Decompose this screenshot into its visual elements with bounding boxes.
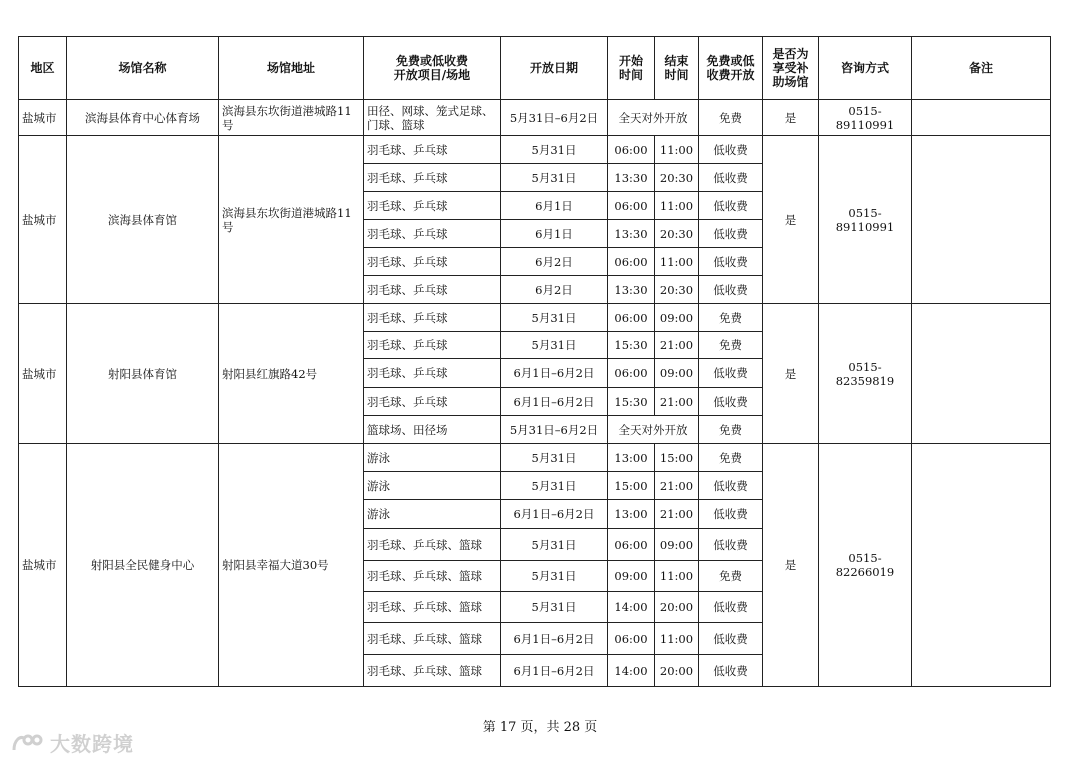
column-header (67, 37, 219, 100)
venue-address-cell: 射阳县幸福大道30号 (219, 444, 364, 687)
venue-name-cell: 射阳县体育馆 (67, 304, 219, 444)
start-time-cell: 06:00 (608, 248, 655, 276)
watermark-text: 大数跨境 (50, 732, 134, 756)
open-date-cell: 6月1日–6月2日 (501, 655, 608, 687)
open-items-cell: 游泳 (364, 472, 501, 500)
column-header-line: 地区 (30, 61, 55, 75)
open-items-cell: 羽毛球、乒乓球、篮球 (364, 561, 501, 592)
open-date-cell: 5月31日–6月2日 (501, 100, 608, 136)
start-time-cell: 15:30 (608, 388, 655, 416)
venue-name-cell: 滨海县体育馆 (67, 136, 219, 304)
end-time-cell: 11:00 (655, 561, 699, 592)
open-items-cell: 田径、网球、笼式足球、门球、篮球 (364, 100, 501, 136)
contact-cell: 0515-89110991 (819, 100, 912, 136)
page-footer: 第 17 页，共 28 页 (482, 720, 598, 735)
open-items-cell: 羽毛球、乒乓球 (364, 164, 501, 192)
start-time-cell: 06:00 (608, 623, 655, 655)
end-time-cell: 09:00 (655, 304, 699, 332)
column-header (501, 37, 608, 100)
contact-cell: 0515-82266019 (819, 444, 912, 687)
start-time-cell: 13:00 (608, 444, 655, 472)
column-header-line: 开放日期 (529, 61, 578, 75)
start-time-cell: 06:00 (608, 192, 655, 220)
subsidized-cell: 是 (763, 304, 819, 444)
open-date-cell: 6月1日 (501, 220, 608, 248)
end-time-cell: 20:00 (655, 592, 699, 623)
open-date-cell: 5月31日 (501, 332, 608, 359)
column-header-line: 开始 (618, 54, 643, 68)
brand-logo-icon (10, 732, 44, 754)
end-time-cell: 20:30 (655, 220, 699, 248)
column-header (364, 37, 501, 100)
table-row (19, 136, 1051, 164)
column-header (608, 37, 655, 100)
open-date-cell: 6月1日–6月2日 (501, 623, 608, 655)
subsidized-cell: 是 (763, 444, 819, 687)
subsidized-cell: 是 (763, 136, 819, 304)
column-header-line: 是否为 (772, 47, 809, 61)
column-header-line: 免费或低 (706, 54, 755, 68)
start-time-cell: 15:00 (608, 472, 655, 500)
open-items-cell: 羽毛球、乒乓球 (364, 388, 501, 416)
fee-type-cell: 免费 (699, 444, 763, 472)
fee-type-cell: 低收费 (699, 248, 763, 276)
column-header (819, 37, 912, 100)
watermark (10, 728, 134, 757)
start-time-cell: 13:00 (608, 500, 655, 529)
note-cell (912, 136, 1051, 304)
end-time-cell: 20:30 (655, 276, 699, 304)
contact-cell: 0515-82359819 (819, 304, 912, 444)
end-time-cell: 15:00 (655, 444, 699, 472)
fee-type-cell: 低收费 (699, 500, 763, 529)
open-date-cell: 5月31日 (501, 444, 608, 472)
start-time-cell: 13:30 (608, 276, 655, 304)
column-header-line: 备注 (968, 61, 993, 75)
open-items-cell: 游泳 (364, 500, 501, 529)
fee-type-cell: 低收费 (699, 276, 763, 304)
open-items-cell: 羽毛球、乒乓球 (364, 136, 501, 164)
region-cell: 盐城市 (19, 100, 67, 136)
fee-type-cell: 低收费 (699, 623, 763, 655)
start-time-cell: 14:00 (608, 655, 655, 687)
open-date-cell: 5月31日 (501, 561, 608, 592)
open-date-cell: 6月1日 (501, 192, 608, 220)
end-time-cell: 21:00 (655, 388, 699, 416)
open-date-cell: 5月31日–6月2日 (501, 416, 608, 444)
end-time-cell: 21:00 (655, 472, 699, 500)
end-time-cell: 11:00 (655, 248, 699, 276)
fee-type-cell: 低收费 (699, 220, 763, 248)
fee-type-cell: 低收费 (699, 164, 763, 192)
open-date-cell: 5月31日 (501, 592, 608, 623)
end-time-cell: 20:00 (655, 655, 699, 687)
note-cell (912, 100, 1051, 136)
open-all-day-cell: 全天对外开放 (608, 100, 699, 136)
open-items-cell: 羽毛球、乒乓球、篮球 (364, 529, 501, 561)
region-cell: 盐城市 (19, 444, 67, 687)
open-items-cell: 羽毛球、乒乓球 (364, 220, 501, 248)
column-header (219, 37, 364, 100)
open-items-cell: 游泳 (364, 444, 501, 472)
open-date-cell: 5月31日 (501, 472, 608, 500)
end-time-cell: 21:00 (655, 332, 699, 359)
note-cell (912, 444, 1051, 687)
end-time-cell: 09:00 (655, 529, 699, 561)
open-date-cell: 6月1日–6月2日 (501, 500, 608, 529)
open-date-cell: 5月31日 (501, 304, 608, 332)
end-time-cell: 11:00 (655, 192, 699, 220)
column-header (655, 37, 699, 100)
open-items-cell: 羽毛球、乒乓球 (364, 248, 501, 276)
venue-address-cell: 滨海县东坎街道港城路11号 (219, 136, 364, 304)
fee-type-cell: 低收费 (699, 472, 763, 500)
column-header-line: 场馆地址 (266, 61, 315, 75)
open-items-cell: 羽毛球、乒乓球 (364, 359, 501, 388)
fee-type-cell: 免费 (699, 416, 763, 444)
open-items-cell: 羽毛球、乒乓球 (364, 304, 501, 332)
open-items-cell: 羽毛球、乒乓球、篮球 (364, 623, 501, 655)
fee-type-cell: 低收费 (699, 136, 763, 164)
start-time-cell: 09:00 (608, 561, 655, 592)
venue-table (18, 36, 1051, 687)
table-row (19, 304, 1051, 332)
fee-type-cell: 低收费 (699, 592, 763, 623)
region-cell: 盐城市 (19, 304, 67, 444)
contact-cell: 0515-89110991 (819, 136, 912, 304)
note-cell (912, 304, 1051, 444)
open-items-cell: 羽毛球、乒乓球 (364, 332, 501, 359)
start-time-cell: 15:30 (608, 332, 655, 359)
subsidized-cell: 是 (763, 100, 819, 136)
open-items-cell: 羽毛球、乒乓球、篮球 (364, 655, 501, 687)
start-time-cell: 06:00 (608, 359, 655, 388)
fee-type-cell: 免费 (699, 100, 763, 136)
venue-address-cell: 射阳县红旗路42号 (219, 304, 364, 444)
open-items-cell: 篮球场、田径场 (364, 416, 501, 444)
start-time-cell: 13:30 (608, 220, 655, 248)
table-header-row (19, 37, 1051, 100)
column-header (763, 37, 819, 100)
open-items-cell: 羽毛球、乒乓球、篮球 (364, 592, 501, 623)
column-header-line: 收费开放 (706, 68, 755, 82)
fee-type-cell: 免费 (699, 304, 763, 332)
column-header-line: 助场馆 (772, 75, 809, 89)
column-header (912, 37, 1051, 100)
table-row (19, 444, 1051, 472)
open-date-cell: 6月1日–6月2日 (501, 359, 608, 388)
region-cell: 盐城市 (19, 136, 67, 304)
start-time-cell: 06:00 (608, 304, 655, 332)
column-header-line: 咨询方式 (840, 61, 889, 75)
fee-type-cell: 免费 (699, 332, 763, 359)
start-time-cell: 06:00 (608, 136, 655, 164)
open-date-cell: 6月2日 (501, 248, 608, 276)
end-time-cell: 09:00 (655, 359, 699, 388)
open-items-cell: 羽毛球、乒乓球 (364, 276, 501, 304)
end-time-cell: 11:00 (655, 136, 699, 164)
open-date-cell: 5月31日 (501, 136, 608, 164)
column-header-line: 结束 (664, 54, 689, 68)
open-date-cell: 5月31日 (501, 164, 608, 192)
start-time-cell: 13:30 (608, 164, 655, 192)
venue-name-cell: 滨海县体育中心体育场 (67, 100, 219, 136)
fee-type-cell: 低收费 (699, 529, 763, 561)
fee-type-cell: 低收费 (699, 192, 763, 220)
column-header (699, 37, 763, 100)
column-header-line: 时间 (664, 68, 689, 82)
column-header-line: 场馆名称 (118, 61, 167, 75)
start-time-cell: 06:00 (608, 529, 655, 561)
fee-type-cell: 低收费 (699, 388, 763, 416)
open-date-cell: 6月1日–6月2日 (501, 388, 608, 416)
column-header (19, 37, 67, 100)
column-header-line: 时间 (618, 68, 643, 82)
open-date-cell: 5月31日 (501, 529, 608, 561)
open-all-day-cell: 全天对外开放 (608, 416, 699, 444)
column-header-line: 免费或低收费 (395, 54, 468, 68)
fee-type-cell: 低收费 (699, 655, 763, 687)
venue-address-cell: 滨海县东坎街道港城路11号 (219, 100, 364, 136)
end-time-cell: 20:30 (655, 164, 699, 192)
column-header-line: 开放项目/场地 (393, 68, 471, 82)
end-time-cell: 21:00 (655, 500, 699, 529)
fee-type-cell: 低收费 (699, 359, 763, 388)
open-items-cell: 羽毛球、乒乓球 (364, 192, 501, 220)
start-time-cell: 14:00 (608, 592, 655, 623)
venue-name-cell: 射阳县全民健身中心 (67, 444, 219, 687)
open-date-cell: 6月2日 (501, 276, 608, 304)
table-row (19, 100, 1051, 136)
end-time-cell: 11:00 (655, 623, 699, 655)
fee-type-cell: 免费 (699, 561, 763, 592)
column-header-line: 享受补 (772, 61, 809, 75)
